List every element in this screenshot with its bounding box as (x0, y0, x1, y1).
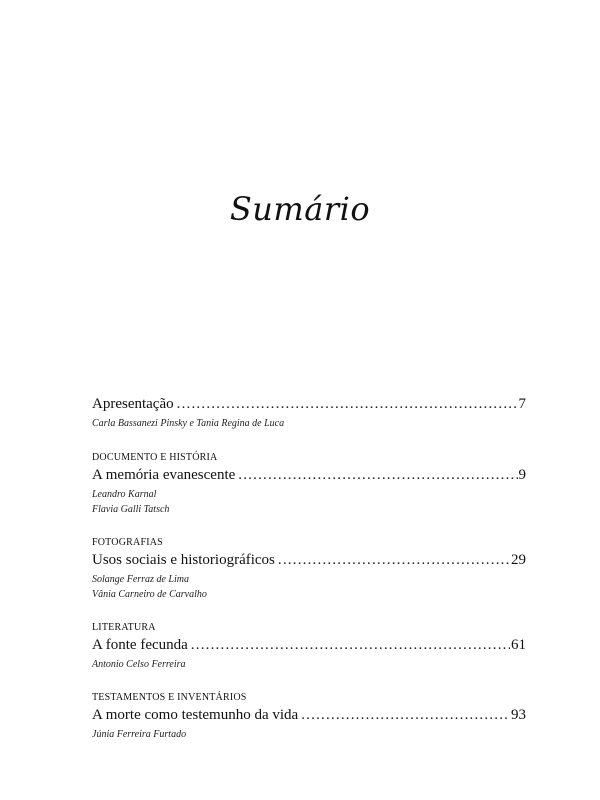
dot-leader (177, 395, 518, 414)
table-of-contents (92, 395, 526, 762)
entry-authors (92, 416, 526, 431)
section-label: LITERATURA (92, 622, 156, 633)
page-number: 7 (518, 396, 526, 412)
page-number: 29 (511, 552, 526, 568)
entry-title: A morte como testemunho da vida (92, 707, 299, 723)
toc-entry-apresentacao (92, 395, 526, 431)
toc-entry-line[interactable] (92, 395, 526, 414)
author-name: Antonio Celso Ferreira (92, 659, 186, 670)
author-name: Flavia Galli Tatsch (92, 504, 170, 515)
toc-entry-line[interactable] (92, 636, 526, 655)
section-label: DOCUMENTO E HISTÓRIA (92, 452, 218, 463)
author-name: Solange Ferraz de Lima (92, 574, 189, 585)
dot-leader (191, 636, 510, 655)
author-name: Carla Bassanezi Pinsky e Tania Regina de Luca (92, 418, 285, 429)
toc-entry-documento-e-historia (92, 452, 526, 517)
toc-entry-literatura (92, 622, 526, 672)
page-number: 61 (511, 637, 526, 653)
entry-authors (92, 727, 526, 742)
entry-title: A memória evanescente (92, 467, 236, 483)
section-label: FOTOGRAFIAS (92, 537, 163, 548)
toc-entry-line[interactable] (92, 466, 526, 485)
author-name: Vânia Carneiro de Carvalho (92, 589, 207, 600)
page-number: 93 (511, 707, 526, 723)
toc-entry-line[interactable] (92, 706, 526, 725)
toc-entry-testamentos-e-inventarios (92, 692, 526, 742)
page-title: Sumário (229, 190, 371, 228)
dot-leader (301, 706, 510, 725)
toc-entry-fotografias (92, 537, 526, 602)
entry-title: A fonte fecunda (92, 637, 188, 653)
entry-title: Usos sociais e historiográficos (92, 552, 275, 568)
author-name: Leandro Karnal (92, 489, 157, 500)
entry-authors (92, 657, 526, 672)
entry-title: Apresentação (92, 396, 174, 412)
entry-authors (92, 572, 526, 602)
author-name: Júnia Ferreira Furtado (92, 729, 187, 740)
toc-entry-line[interactable] (92, 551, 526, 570)
dot-leader (278, 551, 510, 570)
dot-leader (238, 466, 517, 485)
page-number: 9 (518, 467, 526, 483)
entry-authors (92, 487, 526, 517)
section-label: TESTAMENTOS E INVENTÁRIOS (92, 692, 247, 703)
